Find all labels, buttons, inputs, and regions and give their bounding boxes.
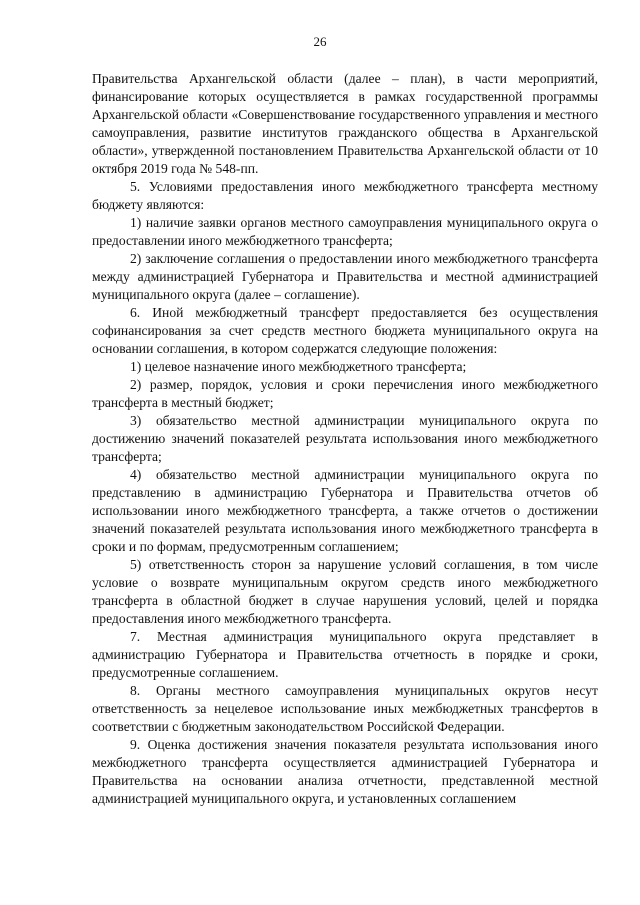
paragraph-subitem-5-2: 2) заключение соглашения о предоставлении иного межбюджетного трансферта между администрацией Губернатора и Правительства и местной администрацией муниципального округа (далее – соглашение). xyxy=(92,251,598,302)
paragraph-subitem-6-2: 2) размер, порядок, условия и сроки перечисления иного межбюджетного трансферта в местный бюджет; xyxy=(92,377,598,410)
paragraph-subitem-6-1: 1) целевое назначение иного межбюджетного трансферта; xyxy=(130,359,467,374)
paragraph-item-8: 8. Органы местного самоуправления муниципальных округов несут ответственность за нецелевое использование иных межбюджетных трансфертов в соответствии с бюджетным законодательством Российской Федерации. xyxy=(92,683,598,734)
paragraph-subitem-6-3: 3) обязательство местной администрации муниципального округа по достижению значений показателей результата использования иного межбюджетного трансферта; xyxy=(92,413,598,464)
paragraph-subitem-6-5: 5) ответственность сторон за нарушение условий соглашения, в том числе условие о возврате муниципальным округом средств иного межбюджетного трансферта в областной бюджет в случае нарушения условий, целей и порядка предоставления иного межбюджетного трансферта. xyxy=(92,557,598,626)
paragraph-item-5: 5. Условиями предоставления иного межбюджетного трансферта местному бюджету являются: xyxy=(92,179,598,212)
paragraph-item-7: 7. Местная администрация муниципального округа представляет в администрацию Губернатора и Правительства отчетность в порядке и сроки, предусмотренные соглашением. xyxy=(92,629,598,680)
paragraph-item-9: 9. Оценка достижения значения показателя результата использования иного межбюджетного трансферта осуществляется администрацией Губернатора и Правительства на основании анализа отчетности, представленной местной администрацией муниципального округа, и установленных соглашением xyxy=(92,737,598,806)
paragraph-subitem-5-1: 1) наличие заявки органов местного самоуправления муниципального округа о предоставлении иного межбюджетного трансферта; xyxy=(92,215,598,248)
document-body xyxy=(92,70,598,808)
paragraph-continuation: Правительства Архангельской области (далее – план), в части мероприятий, финансирование которых осуществляется в рамках государственной программы Архангельской области «Совершенствование государственного управления и местного самоуправления, развитие институтов гражданского общества в Архангельской области», утвержденной постановлением Правительства Архангельской области от 10 октября 2019 года № 548-пп. xyxy=(92,71,598,176)
page-number: 26 xyxy=(313,34,327,49)
paragraph-item-6: 6. Иной межбюджетный трансферт предоставляется без осуществления софинансирования за счет средств местного бюджета муниципального округа на основании соглашения, в котором содержатся следующие положения: xyxy=(92,305,598,356)
paragraph-subitem-6-4: 4) обязательство местной администрации муниципального округа по представлению в администрацию Губернатора и Правительства отчетов об использовании иного межбюджетного трансферта, а также отчетов о достижении значений показателей результата использования иного межбюджетного трансферта в сроки и по формам, предусмотренным соглашением; xyxy=(92,467,598,554)
